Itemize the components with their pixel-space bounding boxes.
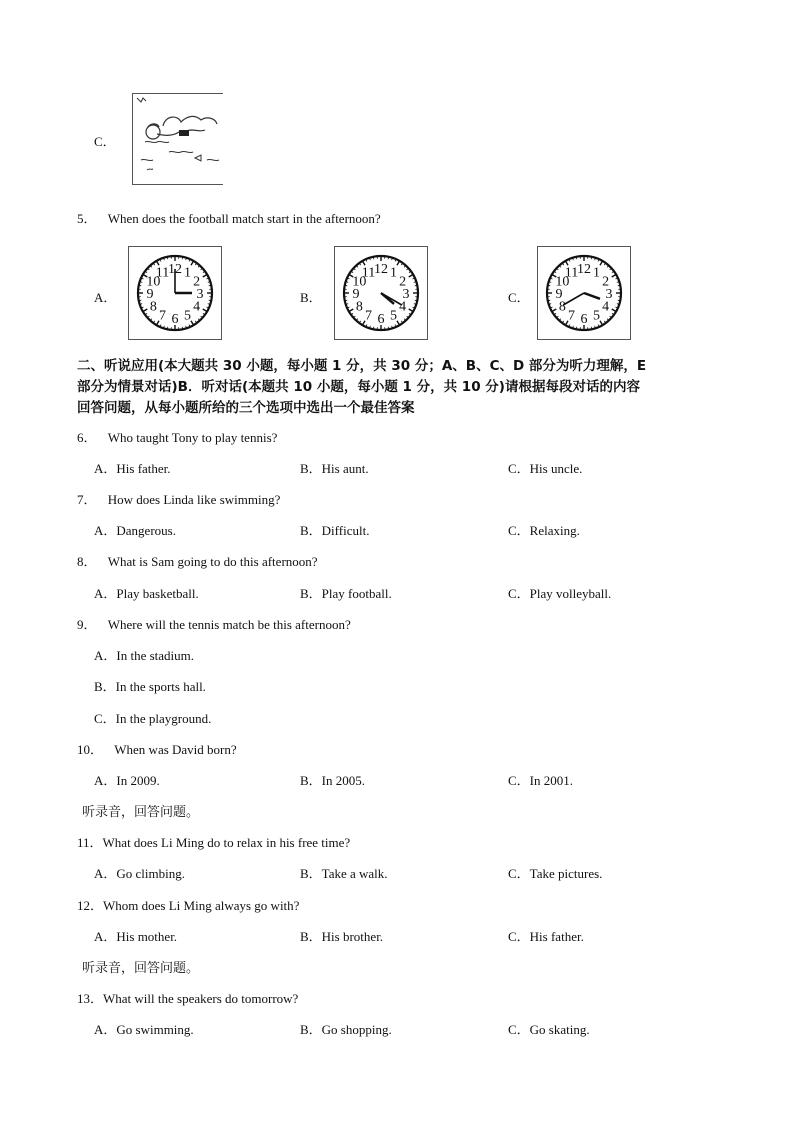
q5-option-c-label: C． bbox=[508, 290, 530, 305]
question-number: 10． bbox=[77, 742, 104, 757]
clock-numeral: 1 bbox=[390, 265, 397, 281]
question-13 bbox=[77, 988, 298, 1007]
clock-numeral: 10 bbox=[146, 274, 161, 290]
question-text: When was David born? bbox=[114, 742, 237, 757]
q9-option-c: C．In the playground. bbox=[94, 711, 212, 726]
clock-numeral: 10 bbox=[555, 274, 570, 290]
q10-option-b: B．In 2005. bbox=[300, 773, 366, 788]
q13-option-c: C．Go skating. bbox=[508, 1022, 590, 1037]
question-8 bbox=[77, 551, 318, 570]
q8-option-b: B．Play football. bbox=[300, 586, 392, 601]
clock-numeral: 8 bbox=[558, 299, 566, 315]
question-number: 8． bbox=[77, 554, 97, 569]
clock-numeral: 3 bbox=[605, 287, 613, 302]
question-text: When does the football match start in the afternoon? bbox=[107, 211, 381, 226]
question-number: 11． bbox=[77, 835, 103, 850]
q7-option-b: B．Difficult. bbox=[300, 523, 370, 538]
swimmer-drawing-icon bbox=[133, 94, 223, 184]
question-number: 13． bbox=[77, 991, 104, 1006]
q5-option-b-clock bbox=[334, 246, 428, 340]
q5-option-a-label: A． bbox=[94, 290, 117, 305]
clock-numeral: 7 bbox=[159, 308, 166, 324]
q9-option-b: B．In the sports hall. bbox=[94, 679, 206, 694]
q7-option-a: A．Dangerous. bbox=[94, 523, 176, 538]
q13-option-a: A．Go swimming. bbox=[94, 1022, 194, 1037]
clock-numeral: 4 bbox=[193, 299, 201, 315]
clock-numeral: 6 bbox=[377, 312, 385, 327]
clock-numeral: 9 bbox=[555, 287, 563, 302]
clock-numeral: 6 bbox=[171, 312, 179, 327]
q5-option-c-clock bbox=[537, 246, 631, 340]
clock-numeral: 1 bbox=[184, 265, 191, 281]
question-number: 5． bbox=[77, 211, 97, 226]
clock-numeral: 7 bbox=[568, 308, 575, 324]
question-7 bbox=[77, 489, 280, 508]
hour-hand bbox=[584, 293, 600, 299]
section-heading-line: 二、听说应用(本大题共 30 小题，每小题 1 分，共 30 分；A、B、C、D 部分为听力理解，E bbox=[77, 358, 647, 374]
clock-numeral: 5 bbox=[593, 308, 600, 324]
question-text: Whom does Li Ming always go with? bbox=[103, 898, 300, 913]
clock-numeral: 5 bbox=[390, 308, 397, 324]
question-text: Who taught Tony to play tennis? bbox=[107, 430, 278, 445]
clock-numeral: 12 bbox=[374, 262, 388, 277]
question-12 bbox=[77, 895, 299, 914]
swimmer-image bbox=[132, 93, 223, 185]
clock-numeral: 11 bbox=[155, 265, 170, 281]
q13-option-b: B．Go shopping. bbox=[300, 1022, 392, 1037]
q8-option-a: A．Play basketball. bbox=[94, 586, 199, 601]
listen-instruction: 听录音，回答问题。 bbox=[82, 961, 200, 976]
q8-option-c: C．Play volleyball. bbox=[508, 586, 612, 601]
q5-option-a-clock bbox=[128, 246, 222, 340]
clock-numeral: 2 bbox=[399, 274, 407, 290]
clock-numeral: 10 bbox=[352, 274, 367, 290]
question-text: How does Linda like swimming? bbox=[107, 492, 281, 507]
clock-numeral: 12 bbox=[577, 262, 591, 277]
q11-option-b: B．Take a walk. bbox=[300, 866, 388, 881]
minute-hand bbox=[563, 293, 584, 305]
q12-option-a: A．His mother. bbox=[94, 929, 178, 944]
question-10 bbox=[77, 739, 237, 758]
question-text: What is Sam going to do this afternoon? bbox=[107, 554, 318, 569]
clock-numeral: 4 bbox=[399, 299, 407, 315]
clock-numeral: 9 bbox=[146, 287, 154, 302]
question-text: What does Li Ming do to relax in his free time? bbox=[102, 835, 351, 850]
q11-option-a: A．Go climbing. bbox=[94, 866, 185, 881]
question-text: What will the speakers do tomorrow? bbox=[103, 991, 299, 1006]
q12-option-b: B．His brother. bbox=[300, 929, 384, 944]
q6-option-a: A．His father. bbox=[94, 461, 171, 476]
q9-option-a: A．In the stadium. bbox=[94, 648, 195, 663]
q12-option-c: C．His father. bbox=[508, 929, 584, 944]
question-11 bbox=[77, 832, 350, 851]
clock-numeral: 4 bbox=[602, 299, 610, 315]
q6-option-c: C．His uncle. bbox=[508, 461, 583, 476]
listen-instruction: 听录音，回答问题。 bbox=[82, 805, 200, 820]
clock-icon bbox=[335, 247, 427, 339]
clock-numeral: 11 bbox=[361, 265, 376, 281]
question-number: 6． bbox=[77, 430, 97, 445]
section-heading-line: 部分为情景对话)B．听对话(本题共 10 小题，每小题 1 分，共 10 分)请根据每段对话的内容 bbox=[77, 379, 640, 395]
clock-numeral: 8 bbox=[149, 299, 157, 315]
hour-hand bbox=[381, 293, 394, 304]
q11-option-c: C．Take pictures. bbox=[508, 866, 603, 881]
question-5 bbox=[77, 208, 381, 227]
section-heading bbox=[77, 356, 727, 419]
clock-icon bbox=[129, 247, 221, 339]
question-text: Where will the tennis match be this afternoon? bbox=[107, 617, 351, 632]
clock-numeral: 7 bbox=[365, 308, 372, 324]
q6-option-b: B．His aunt. bbox=[300, 461, 369, 476]
question-9 bbox=[77, 614, 351, 633]
question-number: 7． bbox=[77, 492, 97, 507]
clock-numeral: 5 bbox=[184, 308, 191, 324]
clock-numeral: 2 bbox=[193, 274, 201, 290]
q5-option-b-label: B． bbox=[300, 290, 322, 305]
clock-numeral: 11 bbox=[564, 265, 579, 281]
clock-numeral: 6 bbox=[580, 312, 588, 327]
question-6 bbox=[77, 427, 277, 446]
q4-option-c-label: C． bbox=[94, 134, 116, 149]
question-number: 12． bbox=[77, 898, 104, 913]
clock-numeral: 2 bbox=[602, 274, 610, 290]
clock-numeral: 1 bbox=[593, 265, 600, 281]
question-number: 9． bbox=[77, 617, 97, 632]
clock-numeral: 8 bbox=[355, 299, 363, 315]
clock-numeral: 3 bbox=[402, 287, 410, 302]
clock-numeral: 3 bbox=[196, 287, 204, 302]
q7-option-c: C．Relaxing. bbox=[508, 523, 580, 538]
q10-option-a: A．In 2009. bbox=[94, 773, 160, 788]
clock-icon bbox=[538, 247, 630, 339]
section-heading-line: 回答问题，从每小题所给的三个选项中选出一个最佳答案 bbox=[77, 400, 415, 416]
clock-numeral: 12 bbox=[168, 262, 182, 277]
clock-numeral: 9 bbox=[352, 287, 360, 302]
q10-option-c: C．In 2001. bbox=[508, 773, 574, 788]
